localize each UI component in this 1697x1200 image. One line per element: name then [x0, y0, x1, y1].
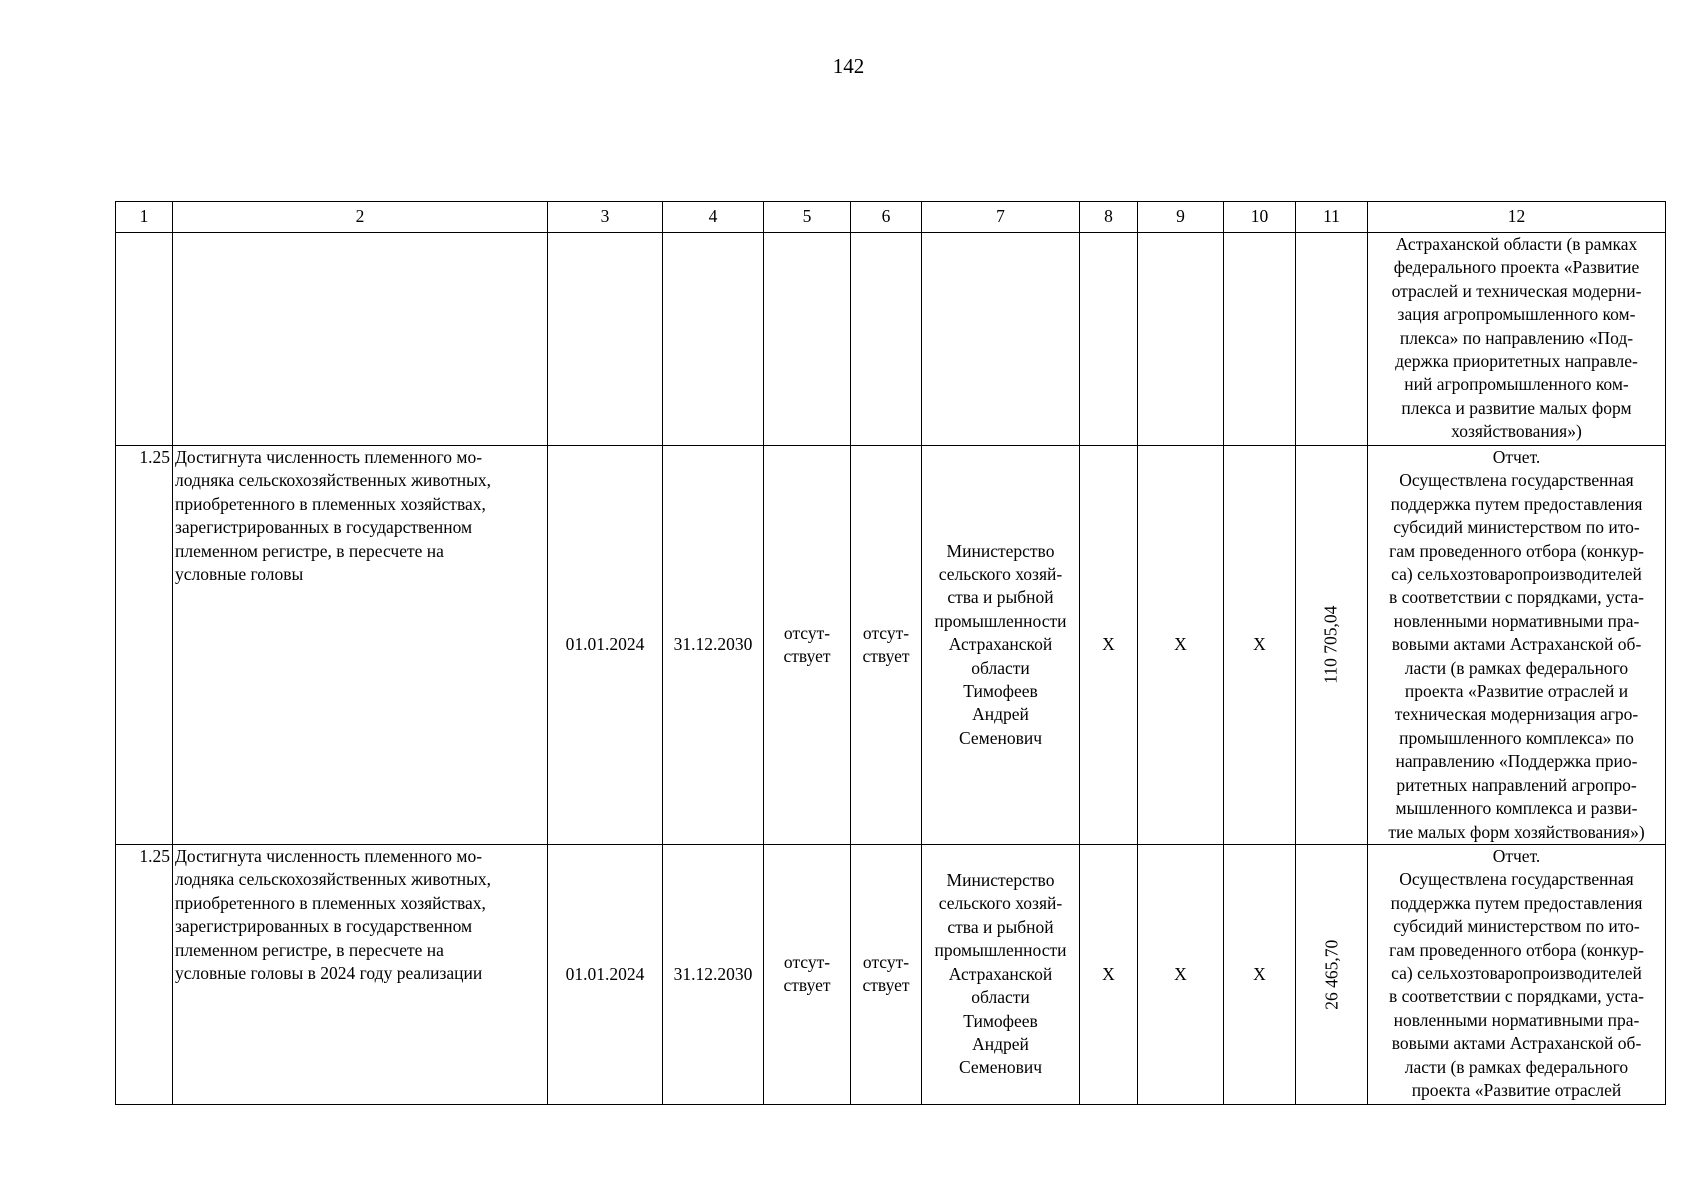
description-line: племенном регистре, в пересчете на	[175, 540, 444, 561]
amount-cell	[1296, 844, 1368, 1104]
description-line: лодняка сельскохозяйственных животных,	[175, 869, 491, 890]
col5-line: ствует	[783, 645, 831, 666]
note-line: тие малых форм хозяйствования»)	[1388, 821, 1645, 842]
amount-wrap	[1298, 846, 1365, 1102]
description-cell	[173, 446, 548, 845]
col8-value: X	[1102, 963, 1115, 984]
description-line: приобретенного в племенных хозяйствах,	[175, 493, 486, 514]
note-line: Отчет.	[1492, 447, 1541, 467]
note-line: Осуществлена государственная	[1399, 869, 1634, 890]
col6-line: ствует	[862, 975, 910, 996]
row-number: 1.25	[139, 447, 170, 467]
note-cell	[1368, 844, 1666, 1104]
note-line: в соответствии с порядками, уста-	[1388, 986, 1645, 1007]
note-line: са) сельхозтоваропроизводителей	[1391, 962, 1642, 983]
amount-cell	[1296, 446, 1368, 845]
description-line: Достигнута численность племенного мо-	[175, 447, 483, 467]
description-cell	[173, 233, 548, 446]
note-cell	[1368, 233, 1666, 446]
note-line: вовыми актами Астраханской об-	[1391, 634, 1642, 655]
note-line: поддержка путем предоставления	[1390, 493, 1643, 514]
column-header: 11	[1296, 202, 1368, 233]
col8-cell	[1080, 233, 1138, 446]
col5-cell	[764, 844, 851, 1104]
note-line: федерального проекта «Развитие	[1393, 257, 1640, 278]
column-header: 9	[1138, 202, 1224, 233]
description-line: Достигнута численность племенного мо-	[175, 845, 483, 866]
note-line: техническая модернизация агро-	[1394, 704, 1639, 725]
note-line: направлению «Поддержка прио-	[1395, 751, 1638, 772]
row-number: 1.25	[139, 845, 170, 866]
col9-cell	[1138, 844, 1224, 1104]
responsible-line: Министерство	[946, 540, 1055, 561]
responsible-line: промышленности	[934, 610, 1067, 631]
table-row	[116, 233, 1666, 446]
responsible-cell	[922, 844, 1080, 1104]
column-header: 7	[922, 202, 1080, 233]
note-line: ритетных направлений агропро-	[1396, 774, 1637, 795]
note-line: Астраханской области (в рамках	[1395, 234, 1638, 254]
responsible-line: Андрей	[972, 1033, 1029, 1054]
amount-value: 110 705,04	[1320, 605, 1341, 685]
responsible-line: сельского хозяй-	[938, 564, 1063, 585]
responsible-line: области	[971, 987, 1030, 1008]
note-line: субсидий министерством по ито-	[1393, 517, 1640, 538]
note-line: проекта «Развитие отраслей и	[1404, 681, 1629, 702]
amount-wrap	[1298, 235, 1365, 444]
note-line: держка приоритетных направле-	[1395, 351, 1638, 372]
column-header: 8	[1080, 202, 1138, 233]
description-line: зарегистрированных в государственном	[175, 517, 473, 538]
column-header: 10	[1224, 202, 1296, 233]
col10-value: X	[1253, 634, 1266, 655]
note-line: ласти (в рамках федерального	[1404, 1056, 1629, 1077]
responsible-line: области	[971, 657, 1030, 678]
note-line: са) сельхозтоваропроизводителей	[1391, 564, 1642, 585]
column-header: 3	[548, 202, 663, 233]
col10-cell	[1224, 446, 1296, 845]
description-line: приобретенного в племенных хозяйствах,	[175, 892, 486, 913]
note-line: в соответствии с порядками, уста-	[1388, 587, 1645, 608]
col9-value: X	[1174, 963, 1187, 984]
column-header: 5	[764, 202, 851, 233]
amount-value: 26 465,70	[1320, 939, 1341, 1010]
start-date-cell	[548, 233, 663, 446]
row-number-cell	[116, 446, 173, 845]
responsible-line: промышленности	[934, 940, 1067, 961]
col5-line: ствует	[783, 975, 831, 996]
table-row	[116, 446, 1666, 845]
responsible-line: Астраханской	[948, 634, 1053, 655]
col10-cell	[1224, 233, 1296, 446]
col8-value: X	[1102, 634, 1115, 655]
column-header: 1	[116, 202, 173, 233]
start-date-cell	[548, 844, 663, 1104]
note-line: новленными нормативными пра-	[1393, 610, 1640, 631]
note-cell	[1368, 446, 1666, 845]
note-line: ласти (в рамках федерального	[1404, 657, 1629, 678]
start-date-cell	[548, 446, 663, 845]
description-line: племенном регистре, в пересчете на	[175, 939, 444, 960]
col6-cell	[851, 446, 922, 845]
responsible-line: Семенович	[958, 1057, 1043, 1078]
col6-cell	[851, 844, 922, 1104]
col5-cell	[764, 233, 851, 446]
col10-cell	[1224, 844, 1296, 1104]
description-line: условные головы	[175, 564, 304, 585]
col8-cell	[1080, 446, 1138, 845]
end-date-cell	[663, 446, 764, 845]
note-line: промышленного комплекса» по	[1399, 727, 1634, 748]
col9-cell	[1138, 446, 1224, 845]
responsible-line: ства и рыбной	[947, 916, 1054, 937]
col9-cell	[1138, 233, 1224, 446]
note-line: проекта «Развитие отраслей	[1411, 1079, 1622, 1100]
responsible-line: Андрей	[972, 704, 1029, 725]
note-line: поддержка путем предоставления	[1390, 892, 1643, 913]
amount-wrap	[1298, 448, 1365, 842]
note-line: гам проведенного отбора (конкур-	[1389, 939, 1644, 960]
responsible-line: ства и рыбной	[947, 587, 1054, 608]
page-number: 142	[832, 54, 865, 78]
end-date-cell	[663, 844, 764, 1104]
note-line: вовыми актами Астраханской об-	[1391, 1033, 1642, 1054]
responsible-line: сельского хозяй-	[938, 893, 1063, 914]
amount-cell	[1296, 233, 1368, 446]
table-row	[116, 844, 1666, 1104]
col6-line: отсут-	[862, 952, 910, 972]
description-cell	[173, 844, 548, 1104]
description-line: условные головы в 2024 году реализации	[175, 962, 483, 983]
column-header: 6	[851, 202, 922, 233]
plan-table	[115, 201, 1666, 1105]
note-line: плекса» по направлению «Под-	[1399, 327, 1634, 348]
responsible-line: Министерство	[946, 870, 1055, 891]
col6-line: ствует	[862, 645, 910, 666]
column-header: 4	[663, 202, 764, 233]
end-date-cell	[663, 233, 764, 446]
note-line: новленными нормативными пра-	[1393, 1009, 1640, 1030]
col10-value: X	[1253, 963, 1266, 984]
responsible-cell	[922, 233, 1080, 446]
col5-line: отсут-	[783, 952, 831, 972]
start-date: 01.01.2024	[565, 963, 645, 984]
note-line: Осуществлена государственная	[1399, 470, 1634, 491]
note-line: хозяйствования»)	[1451, 421, 1582, 442]
note-line: субсидий министерством по ито-	[1393, 916, 1640, 937]
end-date: 31.12.2030	[673, 634, 753, 655]
note-line: Отчет.	[1492, 845, 1541, 866]
responsible-line: Семенович	[958, 727, 1043, 748]
note-line: плекса и развитие малых форм	[1401, 397, 1632, 418]
responsible-line: Астраханской	[948, 963, 1053, 984]
note-line: зация агропромышленного ком-	[1397, 304, 1636, 325]
note-line: ний агропромышленного ком-	[1404, 374, 1629, 395]
row-number-cell	[116, 844, 173, 1104]
description-line: зарегистрированных в государственном	[175, 916, 473, 937]
table-header-row	[116, 202, 1666, 233]
column-header: 12	[1368, 202, 1666, 233]
end-date: 31.12.2030	[673, 963, 753, 984]
col6-line: отсут-	[862, 622, 910, 643]
col5-line: отсут-	[783, 622, 831, 643]
responsible-line: Тимофеев	[963, 681, 1038, 702]
col6-cell	[851, 233, 922, 446]
col5-cell	[764, 446, 851, 845]
responsible-cell	[922, 446, 1080, 845]
note-line: мышленного комплекса и разви-	[1395, 798, 1638, 819]
note-line: гам проведенного отбора (конкур-	[1389, 540, 1644, 561]
col9-value: X	[1174, 634, 1187, 655]
description-line: лодняка сельскохозяйственных животных,	[175, 470, 491, 491]
col8-cell	[1080, 844, 1138, 1104]
row-number-cell	[116, 233, 173, 446]
start-date: 01.01.2024	[565, 634, 645, 655]
note-line: отраслей и техническая модерни-	[1391, 280, 1642, 301]
column-header: 2	[173, 202, 548, 233]
responsible-line: Тимофеев	[963, 1010, 1038, 1031]
